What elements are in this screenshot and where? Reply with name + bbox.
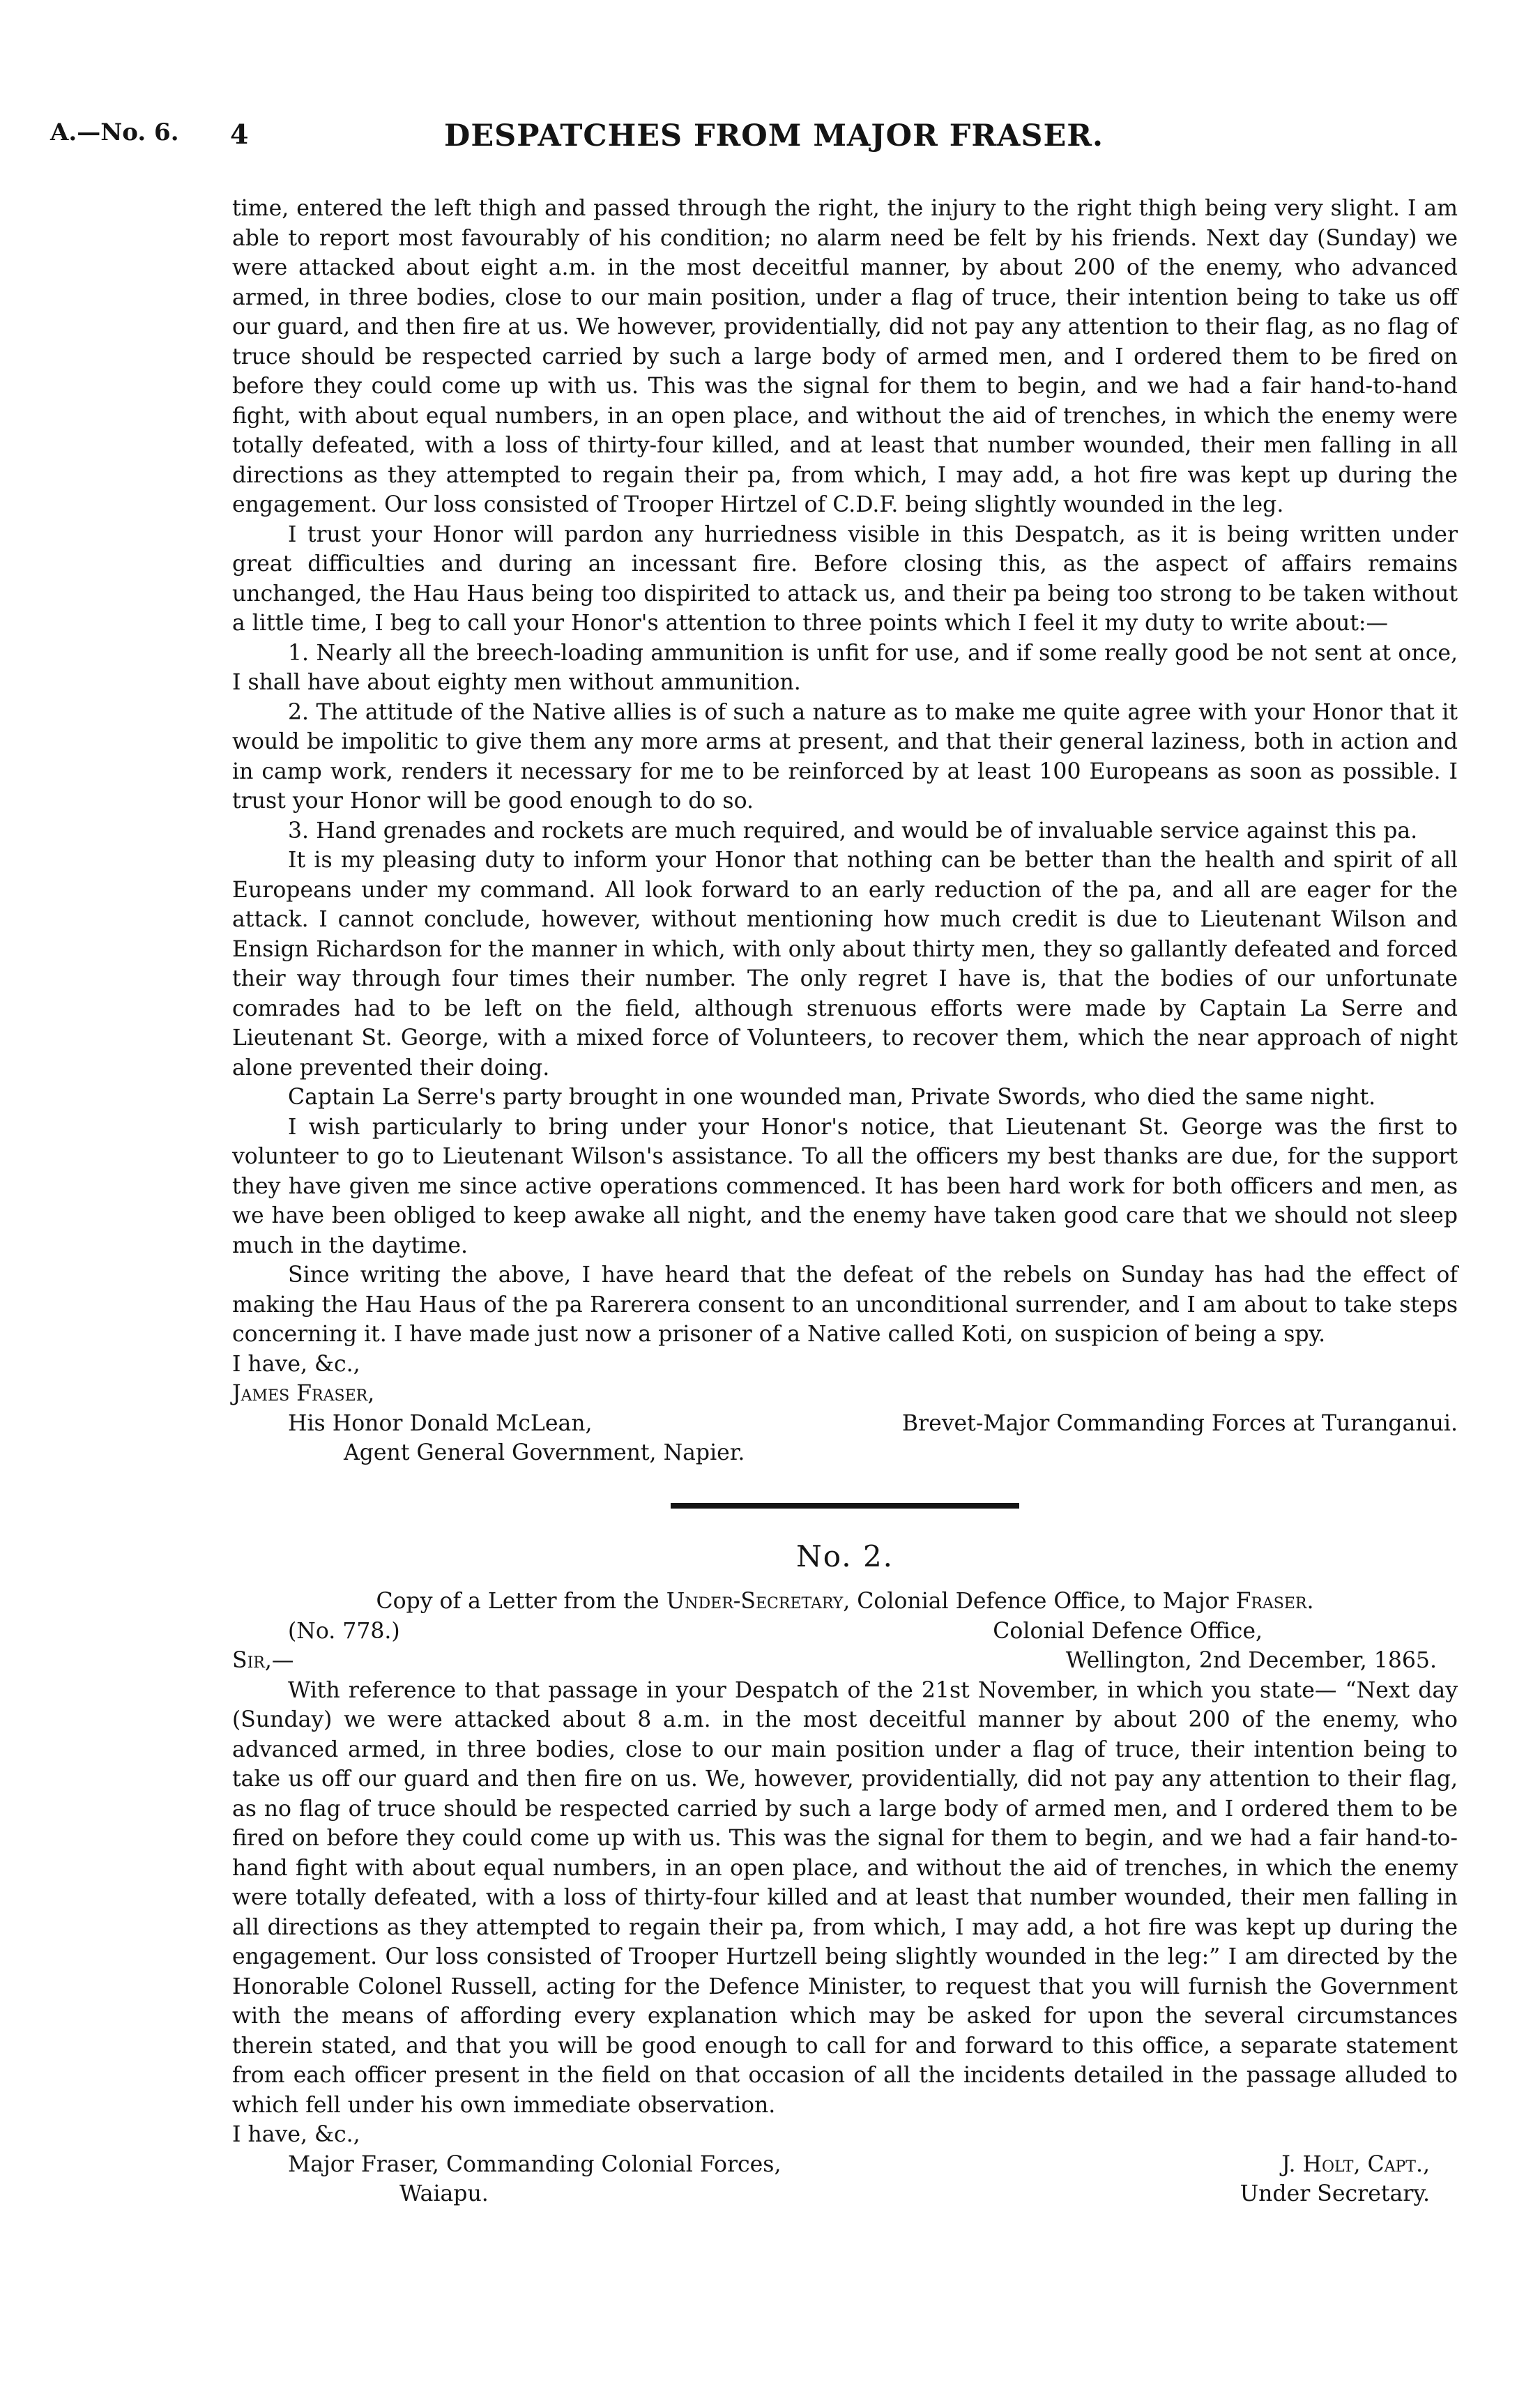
document-id: A.—No. 6.: [50, 119, 179, 146]
document-body: [232, 194, 1458, 2209]
letter-number: No. 2.: [795, 1539, 894, 1573]
addressee-office: Agent General Government, Napier.: [344, 1440, 745, 1465]
signatory-rank: Brevet-Major Commanding Forces at Turanganui.: [901, 1410, 1458, 1436]
signature: James Fraser,: [232, 1381, 375, 1406]
paragraph: I wish particularly to bring under your Honor's notice, that Lieutenant St. George was the first to volunteer to go to Lieutenant Wilson's assistance. To all the officers my best thanks are due, for the support they have given me since active operations commenced. It has been hard work for both officers and men, as we have been obliged to keep awake all night, and the enemy have taken good care that we should not sleep much in the daytime.: [232, 1114, 1458, 1258]
paragraph: Since writing the above, I have heard that the defeat of the rebels on Sunday has had the effect of making the Hau Haus of the pa Rarerera consent to an unconditional surrender, and I am about to take steps concerning it. I have made just now a prisoner of a Native called Koti, on suspicion of being a spy.: [232, 1262, 1458, 1347]
address-line: [232, 2179, 1458, 2209]
paragraph: It is my pleasing duty to inform your Honor that nothing can be better than the health and spirit of all Europeans under my command. All look forward to an early reduction of the pa, and all are eager for the attack. I cannot conclude, however, without mentioning how much credit is due to Lieutenant Wilson and Ensign Richardson for the manner in which, with only about thirty men, they so gallantly defeated and forced their way through four times their number. The only regret I have is, that the bodies of our unfortunate comrades had to be left on the field, although strenuous efforts were made by Captain La Serre and Lieutenant St. George, with a mixed force of Volunteers, to recover them, which the near approach of night alone prevented their doing.: [232, 848, 1458, 1081]
numbered-point: 2. The attitude of the Native allies is of such a nature as to make me quite agree with your Honor that it would be impolitic to give them any more arms at present, and that their general laziness, both in action and in camp work, renders it necessary for me to be reinforced by at least 100 Europeans as soon as possible. I trust your Honor will be good enough to do so.: [232, 699, 1458, 814]
addressee: His Honor Donald McLean,: [288, 1410, 593, 1436]
addressee: Major Fraser, Commanding Colonial Forces,: [288, 2151, 782, 2177]
signature: J. Holt, Capt.,: [1281, 2151, 1430, 2177]
reference-line: [232, 1617, 1458, 1647]
addressee-location: Waiapu.: [399, 2181, 489, 2206]
address-line: [232, 2150, 1458, 2180]
closing: I have, &c.,: [232, 2122, 360, 2147]
page-number: 4: [230, 119, 249, 150]
date-line: [232, 1646, 1458, 1676]
letter-caption: Copy of a Letter from the Under-Secretary, Colonial Defence Office, to Major Fraser.: [376, 1589, 1314, 1614]
paragraph: With reference to that passage in your Despatch of the 21st November, in which you state— “Next day (Sunday) we were attacked about 8 a.m. in the most deceitful manner by about 200 of the enemy, who advanced armed, in three bodies, close to our main position under a flag of truce, their intention being to take us off our guard and then fire on us. We, however, providentially, did not pay any attention to their flag, as no flag of truce should be respected carried by such a large body of armed men, and I ordered them to be fired on before they could come up with us. This was the signal for them to begin, and we had a fair hand-to-hand fight with about equal numbers, in an open place, and without the aid of trenches, in which the enemy were totally defeated, with a loss of thirty-four killed and at least that number wounded, their men falling in all directions as they attempted to regain their pa, from which, I may add, a hot fire was kept up during the engagement. Our loss consisted of Trooper Hurtzell being slightly wounded in the leg:” I am directed by the Honorable Colonel Russell, acting for the Defence Minister, to request that you will furnish the Government with the means of affording every explanation which may be asked for upon the several circumstances therein stated, and that you will be good enough to call for and forward to this office, a separate statement from each officer present in the field on that occasion of all the incidents detailed in the passage alluded to which fell under his own immediate observation.: [232, 1677, 1458, 2118]
office-name: Colonial Defence Office,: [993, 1618, 1263, 1644]
paragraph: I trust your Honor will pardon any hurriedness visible in this Despatch, as it is being written under great difficulties and during an incessant fire. Before closing this, as the aspect of affairs remains unchanged, the Hau Haus being too dispirited to attack us, and their pa being too strong to be taken without a little time, I beg to call your Honor's attention to three points which I feel it my duty to write about:—: [232, 521, 1458, 636]
numbered-point: 1. Nearly all the breech-loading ammunition is unfit for use, and if some really good be not sent at once, I shall have about eighty men without ammunition.: [232, 640, 1458, 695]
closing: I have, &c.,: [232, 1351, 360, 1377]
signatory-title: Under Secretary.: [1240, 2181, 1430, 2206]
address-line: [232, 1409, 1458, 1439]
paragraph: time, entered the left thigh and passed through the right, the injury to the right thigh being very slight. I am able to report most favourably of his condition; no alarm need be felt by his friends. Next day (Sunday) we were attacked about eight a.m. in the most deceitful manner, by about 200 of the enemy, who advanced armed, in three bodies, close to our main position, under a flag of truce, their intention being to take us off our guard, and then fire at us. We however, providentially, did not pay any attention to their flag, as no flag of truce should be respected carried by such a large body of armed men, and I ordered them to be fired on before they could come up with us. This was the signal for them to begin, and we had a fair hand-to-hand fight, with about equal numbers, in an open place, and without the aid of trenches, in which the enemy were totally defeated, with a loss of thirty-four killed, and at least that number wounded, their men falling in all directions as they attempted to regain their pa, from which, I may add, a hot fire was kept up during the engagement. Our loss consisted of Trooper Hirtzel of C.D.F. being slightly wounded in the leg.: [232, 196, 1458, 517]
section-divider: [671, 1503, 1019, 1509]
numbered-point: 3. Hand grenades and rockets are much required, and would be of invaluable service against this pa.: [288, 818, 1418, 844]
letter-date: Wellington, 2nd December, 1865.: [1065, 1648, 1437, 1673]
reference-number: (No. 778.): [288, 1618, 400, 1644]
page-title: DESPATCHES FROM MAJOR FRASER.: [444, 119, 1104, 153]
salutation: Sir,—: [232, 1648, 294, 1673]
page-header: [42, 119, 1506, 167]
paragraph: Captain La Serre's party brought in one wounded man, Private Swords, who died the same night.: [288, 1085, 1376, 1110]
